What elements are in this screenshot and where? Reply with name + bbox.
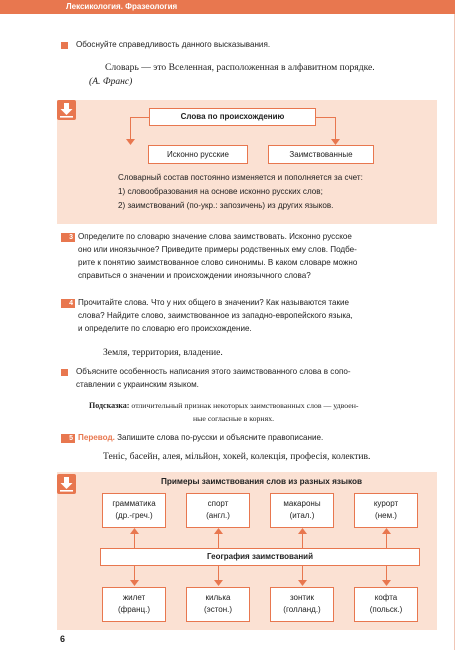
- word-box-kilka: килька (эстон.): [186, 587, 250, 622]
- arrow-down-icon: [126, 139, 135, 145]
- borrowing-title: Примеры заимствования слов из разных языков: [161, 477, 362, 486]
- word-box-sport: спорт (англ.): [186, 493, 250, 528]
- task3-line-2: оно или иноязычное? Приведите примеры родственных ему слов. Подбе-: [78, 245, 357, 254]
- arrow-down-icon: [298, 580, 307, 586]
- word-box-makarony: макароны (итал.): [270, 493, 334, 528]
- hint-line-2: ные согласные в корнях.: [193, 414, 275, 423]
- connector: [316, 117, 335, 118]
- word-box-kurort: курорт (нем.): [354, 493, 418, 528]
- task4-line-3: и определите по словарю его происхождение.: [78, 324, 252, 333]
- word-box-zontik: зонтик (голланд.): [270, 587, 334, 622]
- geography-box: География заимствований: [100, 548, 420, 566]
- task-marker: [61, 42, 68, 49]
- quote-author: (А. Франс): [89, 76, 133, 87]
- task-marker: [61, 369, 68, 376]
- task4-words: Земля, территория, владение.: [103, 347, 223, 358]
- hint-label: Подсказка:: [89, 401, 130, 410]
- panel-text-line-1: Словарный состав постоянно изменяется и пополняется за счет:: [118, 173, 363, 182]
- arrow-down-icon: [130, 580, 139, 586]
- connector: [218, 533, 219, 548]
- task3-line-4: справиться о значении и происхождении иноязычного слова?: [78, 271, 311, 280]
- page-number: 6: [60, 634, 66, 644]
- origin-title-box: Слова по происхождению: [149, 108, 316, 126]
- task4-sub-line-1: Объясните особенность написания этого заимствованного слова в сопо-: [76, 367, 351, 376]
- download-arrow-icon: [57, 474, 76, 494]
- native-words-box: Исконно русские: [148, 145, 248, 164]
- borrowed-words-box: Заимствованные: [268, 145, 374, 164]
- connector: [218, 566, 219, 581]
- quote-line-1: Словарь — это Вселенная, расположенная в алфавитном порядке.: [105, 62, 375, 73]
- connector: [386, 533, 387, 548]
- task-quote-prompt: Обоснуйте справедливость данного высказывания.: [76, 40, 271, 49]
- task4-line-2: слова? Найдите слово, заимствованное из западно-европейского языка,: [78, 311, 353, 320]
- download-arrow-icon: [57, 100, 76, 120]
- task5-label: Перевод.: [78, 433, 115, 442]
- task3-line-3: рите к понятию заимствованное слово синонимы. В каком словаре можно: [78, 258, 358, 267]
- connector: [302, 566, 303, 581]
- word-box-grammatika: грамматика (др.-греч.): [102, 493, 166, 528]
- arrow-up-icon: [130, 528, 139, 534]
- word-box-kofta: кофта (польск.): [354, 587, 418, 622]
- connector: [134, 533, 135, 548]
- connector: [302, 533, 303, 548]
- task-number: 5: [61, 434, 75, 443]
- arrow-up-icon: [382, 528, 391, 534]
- task-number: 4: [61, 299, 75, 308]
- arrow-up-icon: [214, 528, 223, 534]
- connector: [134, 566, 135, 581]
- connector: [386, 566, 387, 581]
- arrow-down-icon: [214, 580, 223, 586]
- task4-line-1: Прочитайте слова. Что у них общего в значении? Как называются такие: [78, 298, 350, 307]
- task5-words: Теніс, басейн, алея, мільйон, хокей, колекція, професія, колектив.: [103, 451, 371, 462]
- arrow-down-icon: [382, 580, 391, 586]
- hint-line-1: Подсказка: отличительный признак некоторых заимствованных слов — удвоен-: [89, 401, 359, 410]
- running-header: Лексикология. Фразеология: [0, 0, 455, 14]
- connector: [130, 117, 149, 118]
- word-box-zhilet: жилет (франц.): [102, 587, 166, 622]
- task3-line-1: Определите по словарю значение слова заимствовать. Исконно русское: [78, 232, 352, 241]
- arrow-up-icon: [298, 528, 307, 534]
- task4-sub-line-2: ставлении с украинским языком.: [76, 380, 199, 389]
- panel-text-line-3: 2) заимствований (по-укр.: запозичень) из других языков.: [118, 201, 334, 210]
- task-number: 3: [61, 233, 75, 242]
- panel-text-line-2: 1) словообразования на основе исконно русских слов;: [118, 187, 323, 196]
- task5-line: Перевод. Запишите слова по-русски и объясните правописание.: [78, 433, 324, 442]
